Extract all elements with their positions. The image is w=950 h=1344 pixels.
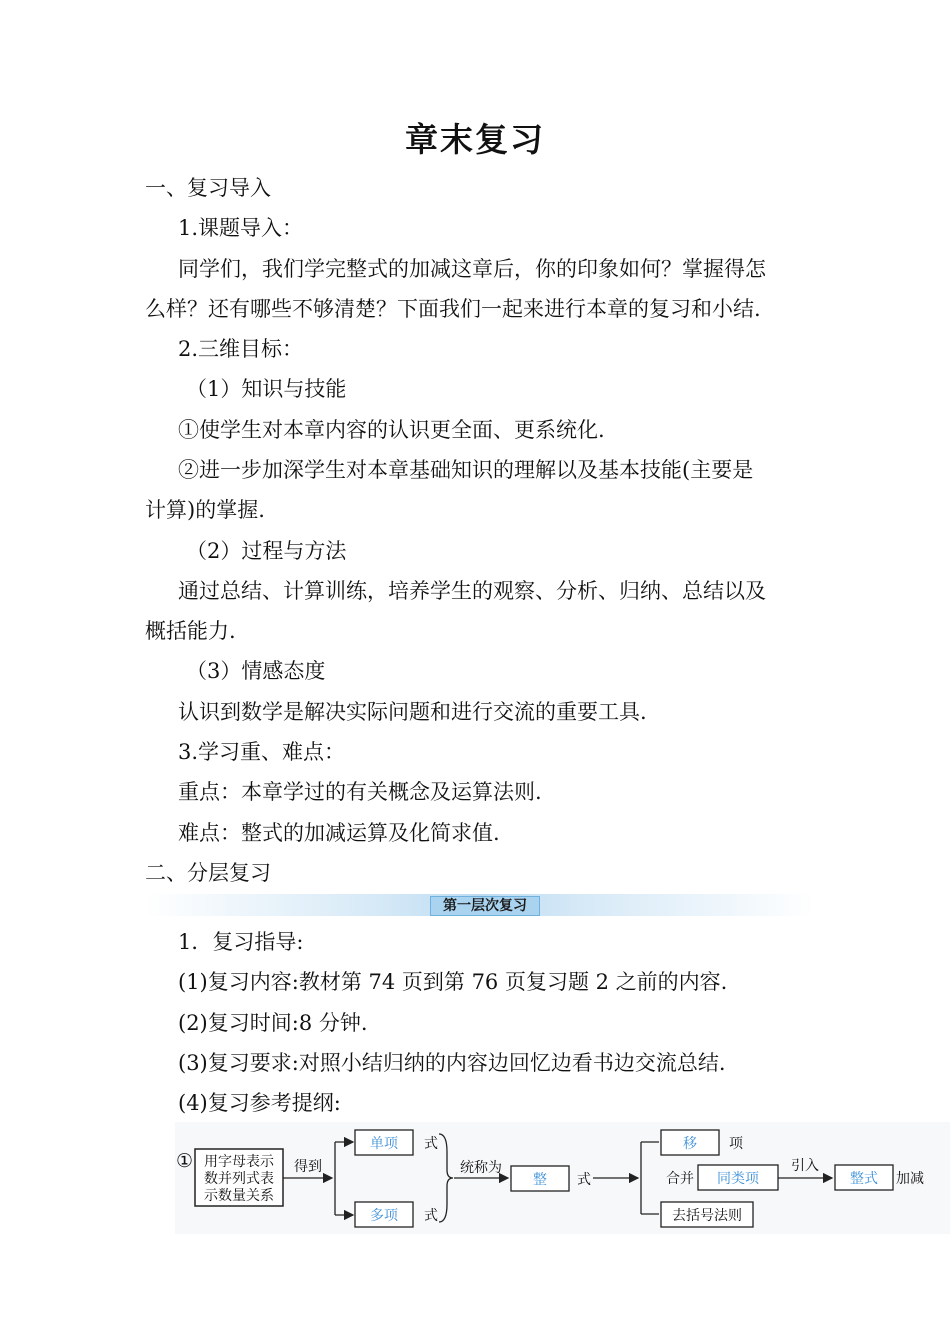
box-danxiang-label: 单项 [370,1136,398,1152]
paragraph-line: ②进一步加深学生对本章基础知识的理解以及基本技能(主要是 [178,458,754,482]
subheading-process: （2）过程与方法 [186,539,347,563]
label-collect: 统称为 [460,1160,502,1176]
paragraph-line: 重点：本章学过的有关概念及运算法则. [178,780,542,804]
paragraph-line: (2)复习时间:8 分钟. [178,1011,368,1035]
paragraph-line: (4)复习参考提纲: [178,1091,341,1115]
subheading-attitude: （3）情感态度 [186,659,326,683]
paragraph-line: (3)复习要求:对照小结归纳的内容边回忆边看书边交流总结. [178,1051,726,1075]
paragraph-line: 概括能力. [145,619,236,643]
label-tail: 加减 [896,1171,924,1187]
subheading-guidance: 1．复习指导: [178,930,304,954]
paragraph-line: 同学们，我们学完整式的加减这章后，你的印象如何？掌握得怎 [178,257,766,281]
paragraph-line: 认识到数学是解决实际问题和进行交流的重要工具. [178,700,647,724]
paragraph-line: ①使学生对本章内容的认识更全面、更系统化. [178,418,605,442]
section-banner-label: 第一层次复习 [430,896,540,916]
suffix-shi-top: 式 [424,1136,438,1152]
source-line-3: 示数量关系 [204,1188,274,1204]
subheading-goals: 2.三维目标： [178,337,304,361]
box-zheng-label: 整 [533,1172,547,1188]
label-lead: 引入 [791,1158,819,1174]
section-heading-review: 二、分层复习 [145,861,271,885]
page-title: 章末复习 [405,120,545,159]
paragraph-line: 通过总结、计算训练，培养学生的观察、分析、归纳、总结以及 [178,579,766,603]
box-quguohao-label: 去括号法则 [672,1208,742,1224]
suffix-xiang: 项 [729,1136,743,1152]
label-merge: 合并 [666,1171,694,1187]
concept-map-diagram [175,1122,950,1234]
paragraph-line: 计算)的掌握. [145,498,265,522]
suffix-shi-bottom: 式 [424,1208,438,1224]
label-get: 得到 [294,1159,322,1175]
subheading-knowledge: （1）知识与技能 [186,377,347,401]
source-line-1: 用字母表示 [204,1154,274,1170]
subheading-topic: 1.课题导入： [178,216,304,240]
paragraph-line: 么样？还有哪些不够清楚？下面我们一起来进行本章的复习和小结. [145,297,761,321]
suffix-shi-middle: 式 [577,1172,591,1188]
subheading-keypoints: 3.学习重、难点： [178,740,346,764]
paragraph-line: 难点：整式的加减运算及化简求值. [178,821,500,845]
box-duoxiang-label: 多项 [370,1208,398,1224]
box-yi-label: 移 [683,1136,697,1152]
source-line-2: 数并列式表 [204,1171,274,1187]
circle-number: ① [176,1150,194,1172]
section-heading-intro: 一、复习导入 [145,176,271,200]
box-tongleixiang-label: 同类项 [717,1171,759,1187]
box-zhengshi-label: 整式 [850,1171,878,1187]
paragraph-line: (1)复习内容:教材第 74 页到第 76 页复习题 2 之前的内容. [178,970,728,994]
